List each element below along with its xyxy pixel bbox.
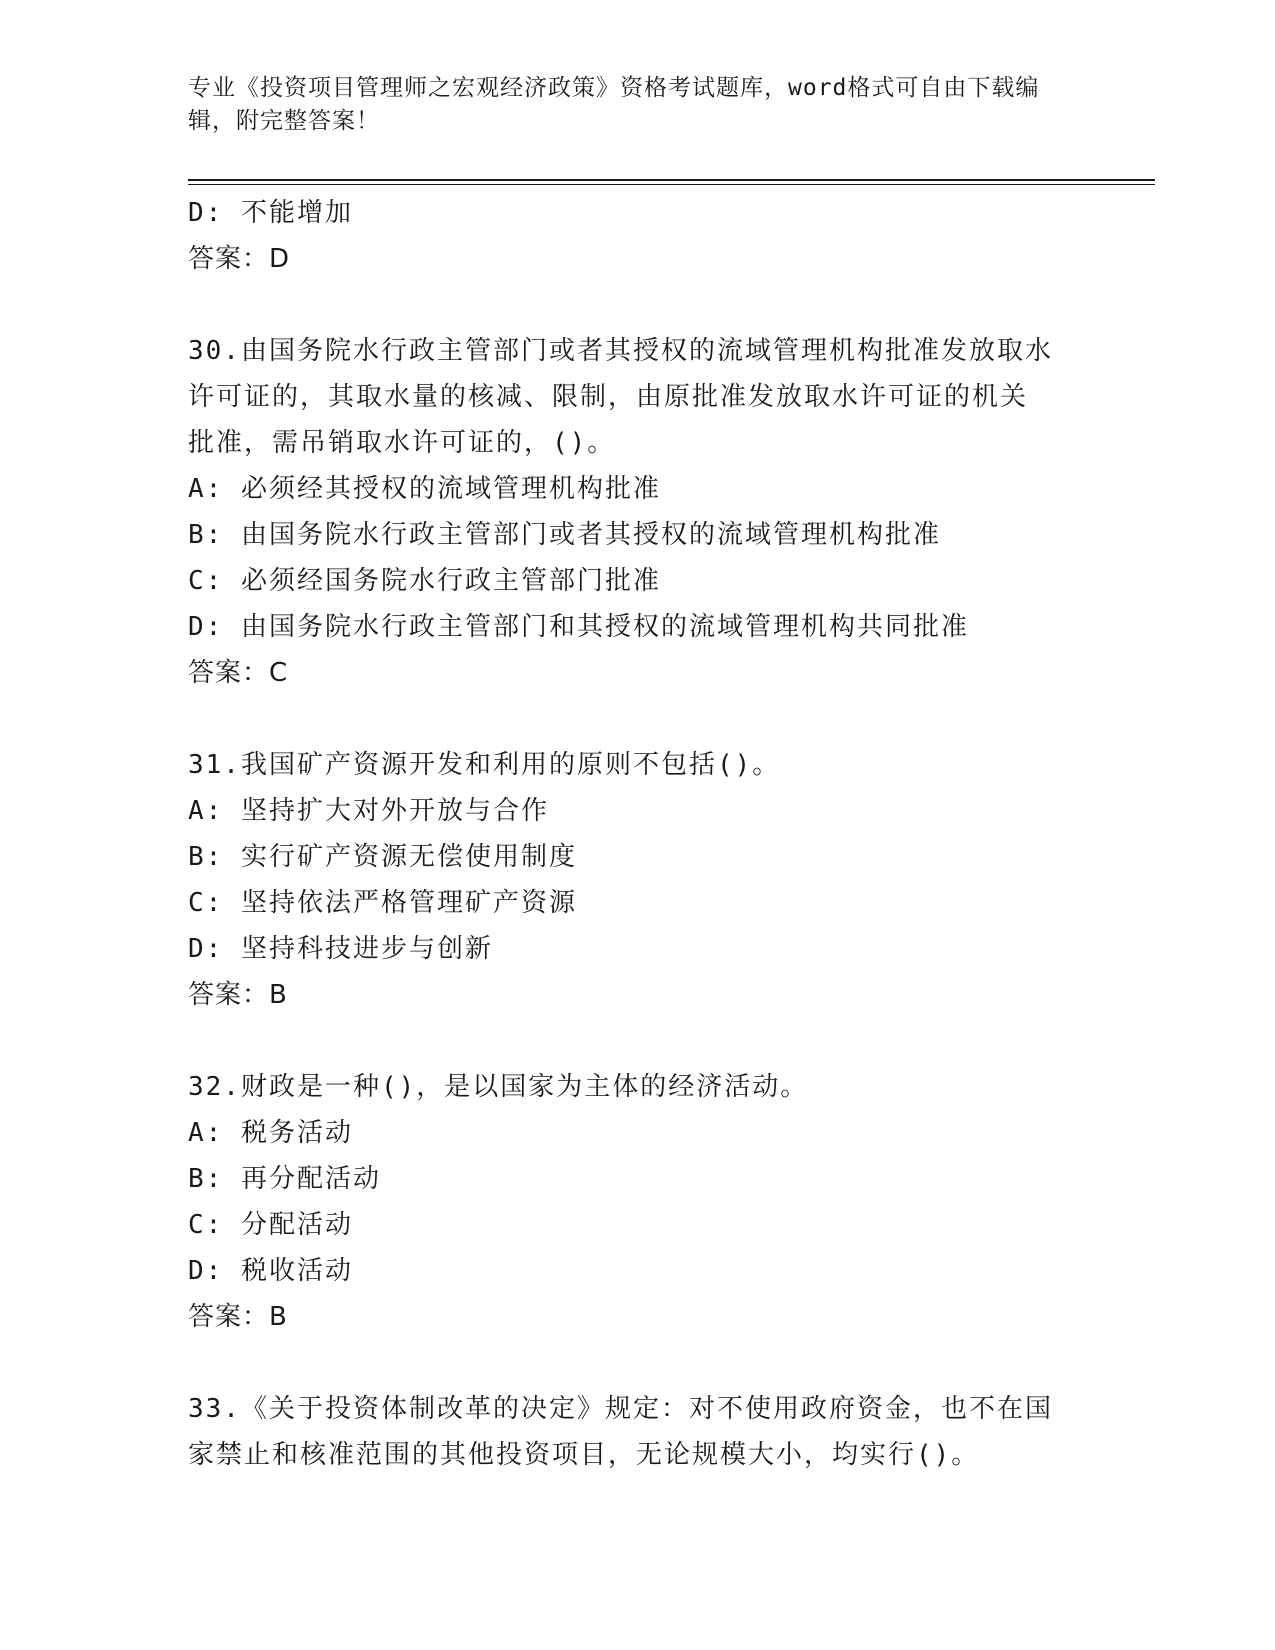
option-c: C: 分配活动 [188, 1210, 353, 1240]
option-d: D: 坚持科技进步与创新 [188, 934, 493, 964]
spacer [188, 696, 1088, 742]
option-b: B: 由国务院水行政主管部门或者其授权的流域管理机构批准 [188, 520, 941, 550]
option-c: C: 必须经国务院水行政主管部门批准 [188, 566, 661, 596]
option-a: A: 必须经其授权的流域管理机构批准 [188, 474, 661, 504]
header-line-1: 专业《投资项目管理师之宏观经济政策》资格考试题库，word格式可自由下载编 [188, 75, 1040, 101]
question-list [188, 190, 1088, 1478]
option-d: D: 由国务院水行政主管部门和其授权的流域管理机构共同批准 [188, 612, 969, 642]
header-divider-thick [188, 179, 1155, 181]
question-stem: 33.《关于投资体制改革的决定》规定：对不使用政府资金，也不在国 [188, 1394, 1053, 1424]
spacer [188, 282, 1088, 328]
answer: 答案：C [188, 658, 289, 688]
question-stem: 30.由国务院水行政主管部门或者其授权的流域管理机构批准发放取水 [188, 336, 1053, 366]
question-stem: 31.我国矿产资源开发和利用的原则不包括()。 [188, 750, 781, 780]
option-c: C: 坚持依法严格管理矿产资源 [188, 888, 577, 918]
question-stem: 批准，需吊销取水许可证的，()。 [188, 428, 616, 458]
question-stem: 许可证的，其取水量的核减、限制，由原批准发放取水许可证的机关 [188, 382, 1029, 412]
question-stem: 家禁止和核准范围的其他投资项目，无论规模大小，均实行()。 [188, 1440, 980, 1470]
option-d: D: 不能增加 [188, 198, 353, 228]
question-31 [188, 742, 1088, 1018]
option-b: B: 实行矿产资源无偿使用制度 [188, 842, 577, 872]
answer: 答案：B [188, 980, 288, 1010]
spacer [188, 1340, 1088, 1386]
header-line-2: 辑，附完整答案！ [188, 108, 380, 134]
option-d: D: 税收活动 [188, 1256, 353, 1286]
spacer [188, 1018, 1088, 1064]
option-a: A: 坚持扩大对外开放与合作 [188, 796, 549, 826]
question-30 [188, 328, 1088, 696]
header-divider-thin [188, 184, 1155, 185]
question-32 [188, 1064, 1088, 1340]
question-stem: 32.财政是一种()，是以国家为主体的经济活动。 [188, 1072, 809, 1102]
page-header [188, 72, 1078, 138]
option-b: B: 再分配活动 [188, 1164, 381, 1194]
question-33 [188, 1386, 1088, 1478]
answer: 答案：B [188, 1302, 288, 1332]
answer: 答案：D [188, 244, 291, 274]
option-a: A: 税务活动 [188, 1118, 353, 1148]
